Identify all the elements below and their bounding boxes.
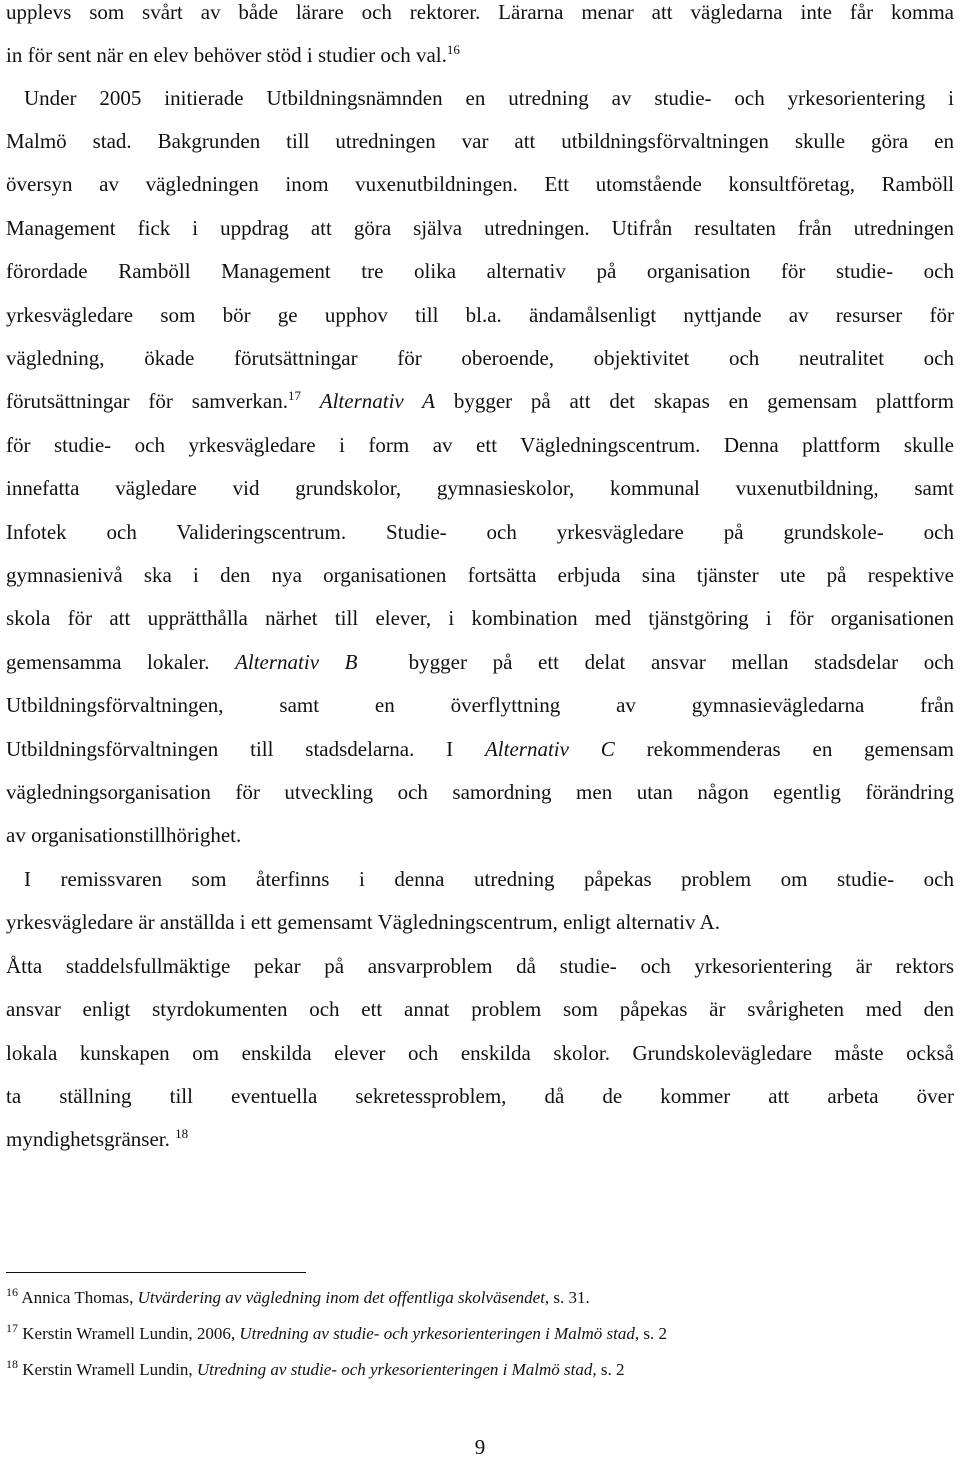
footnote-reference[interactable]: 17 (287, 387, 301, 403)
footnote (6, 1322, 946, 1346)
footnote-separator (6, 1272, 306, 1273)
body-line (6, 690, 954, 720)
footnote-text: Kerstin Wramell Lundin, (22, 1360, 193, 1379)
body-line (6, 256, 954, 286)
body-line (6, 560, 954, 590)
footnote (6, 1358, 946, 1382)
body-text: bygger på ett delat ansvar mellan stadsdelar och (408, 650, 955, 674)
body-text: lokala kunskapen om enskilda elever och enskilda skolor. Grundskolevägledare måste också (6, 1041, 954, 1065)
body-line (6, 951, 954, 981)
body-line (6, 386, 954, 416)
body-line (6, 126, 954, 156)
body-text: Management fick i uppdrag att göra själva utredningen. Utifrån resultaten från utredningen (6, 216, 954, 240)
body-line (6, 169, 954, 199)
body-line (6, 907, 954, 937)
body-line (6, 300, 954, 330)
body-line (6, 343, 954, 373)
body-text: översyn av vägledningen inom vuxenutbildningen. Ett utomstående konsultföretag, Ramböll (6, 172, 954, 196)
footnote-number: 16 (6, 1284, 18, 1299)
body-text: rekommenderas en gemensam (646, 737, 954, 761)
body-line (6, 994, 954, 1024)
body-text: gemensamma lokaler. (6, 650, 210, 674)
body-line (6, 40, 954, 70)
body-line (6, 734, 954, 764)
footnote-title: Utvärdering av vägledning inom det offentliga skolväsendet (137, 1288, 545, 1307)
body-text: Infotek och Valideringscentrum. Studie- och yrkesvägledare på grundskole- och (6, 520, 954, 544)
body-text: I remissvaren som återfinns i denna utredning påpekas problem om studie- och (24, 867, 954, 891)
body-text: Utbildningsförvaltningen till stadsdelarna. I (6, 737, 454, 761)
alternative-label: Alternativ C (484, 737, 615, 761)
body-line (6, 1081, 954, 1111)
footnote-number: 17 (6, 1320, 18, 1335)
footnote-title: Utredning av studie- och yrkesorienteringen i Malmö stad (239, 1324, 635, 1343)
page-number: 9 (474, 1435, 486, 1459)
body-line (6, 83, 954, 113)
footnote-text: , s. 2 (634, 1324, 668, 1343)
footnote-number: 18 (6, 1356, 18, 1371)
body-text: vägledning, ökade förutsättningar för oberoende, objektivitet och neutralitet och (6, 346, 954, 370)
footnote-text: , s. 31. (544, 1288, 590, 1307)
body-text: ansvar enligt styrdokumenten och ett annat problem som påpekas är svårigheten med den (6, 997, 954, 1021)
body-line (6, 213, 954, 243)
body-line (6, 647, 954, 677)
body-text: Åtta staddelsfullmäktige pekar på ansvarproblem då studie- och yrkesorientering är rektors (6, 954, 954, 978)
footnote (6, 1286, 946, 1310)
body-text: myndighetsgränser. (6, 1127, 170, 1151)
body-text: bygger på att det skapas en gemensam plattform (453, 389, 954, 413)
body-text: förordade Ramböll Management tre olika alternativ på organisation för studie- och (6, 259, 954, 283)
body-text: gymnasienivå ska i den nya organisationen fortsätta erbjuda sina tjänster ute på respektive (6, 563, 954, 587)
body-text: Utbildningsförvaltningen, samt en överflyttning av gymnasievägledarna från (6, 693, 954, 717)
alternative-label: Alternativ B (235, 650, 358, 674)
body-text: av organisationstillhörighet. (6, 823, 242, 847)
body-line (6, 1038, 954, 1068)
body-line (6, 517, 954, 547)
body-text: Under 2005 initierade Utbildningsnämnden en utredning av studie- och yrkesorientering i (24, 86, 954, 110)
footnote-text: Kerstin Wramell Lundin, 2006, (22, 1324, 236, 1343)
body-text: ta ställning till eventuella sekretessproblem, då de kommer att arbeta över (6, 1084, 954, 1108)
body-text: förutsättningar för samverkan. (6, 389, 288, 413)
body-line (6, 603, 954, 633)
body-line (6, 820, 954, 850)
body-line (6, 864, 954, 894)
footnote-text: , s. 2 (592, 1360, 625, 1379)
body-line (6, 473, 954, 503)
footnote-reference[interactable]: 18 (175, 1125, 189, 1141)
body-text: innefatta vägledare vid grundskolor, gymnasieskolor, kommunal vuxenutbildning, samt (6, 476, 954, 500)
body-text: in för sent när en elev behöver stöd i studier och val. (6, 43, 447, 67)
body-text: upplevs som svårt av både lärare och rektorer. Lärarna menar att vägledarna inte får komma (6, 0, 954, 24)
body-line (6, 430, 954, 460)
body-line (6, 1124, 954, 1154)
body-text: skola för att upprätthålla närhet till elever, i kombination med tjänstgöring i för organisationen (6, 606, 954, 630)
body-text: yrkesvägledare som bör ge upphov till bl.a. ändamålsenligt nyttjande av resurser för (6, 303, 954, 327)
body-text: Malmö stad. Bakgrunden till utredningen var att utbildningsförvaltningen skulle göra en (6, 129, 954, 153)
footnote-reference[interactable]: 16 (446, 41, 460, 57)
body-text: för studie- och yrkesvägledare i form av ett Vägledningscentrum. Denna plattform skulle (6, 433, 954, 457)
body-text: vägledningsorganisation för utveckling och samordning men utan någon egentlig förändring (6, 780, 954, 804)
footnote-title: Utredning av studie- och yrkesorienteringen i Malmö stad (196, 1360, 593, 1379)
body-line (6, 0, 954, 27)
footnote-text: Annica Thomas, (21, 1288, 134, 1307)
body-line (6, 777, 954, 807)
body-text: yrkesvägledare är anställda i ett gemensamt Vägledningscentrum, enligt alternativ A. (6, 910, 720, 934)
alternative-label: Alternativ A (319, 389, 435, 413)
